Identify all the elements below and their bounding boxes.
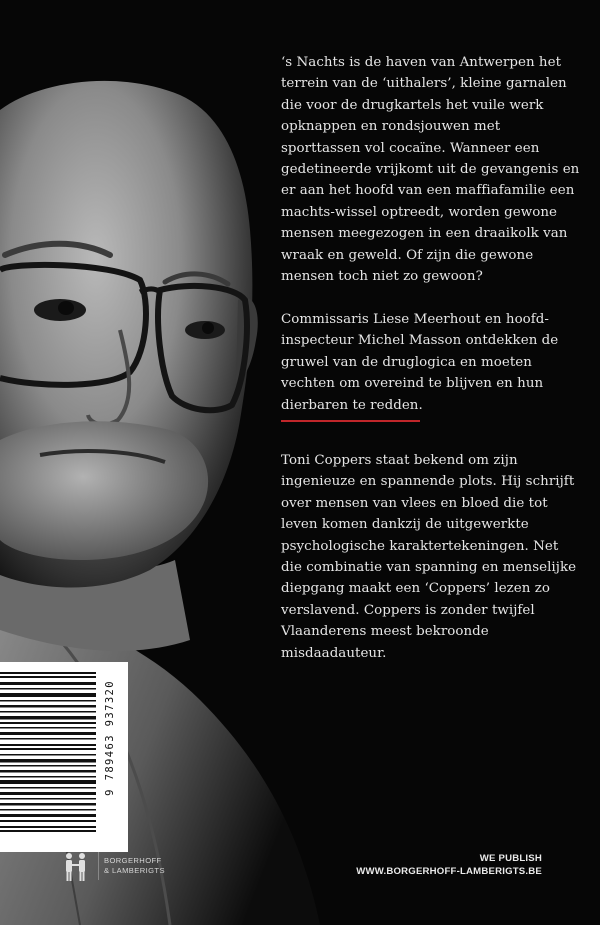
back-cover-blurb [281, 52, 581, 438]
publisher-name-line-2: & LAMBERIGTS [104, 866, 165, 875]
publisher-logo-text [104, 856, 165, 876]
blurb-paragraph-2: Commissaris Liese Meerhout en hoofd-inspecteur Michel Masson ontdekken de gruwel van de druglogica en moeten vechten om overeind te blijven en hun dierbaren te redden. [281, 312, 559, 413]
author-bio-block [281, 450, 581, 686]
isbn-digits: 9 789463 937320 [104, 680, 116, 796]
blurb-paragraph-1: ‘s Nachts is de haven van Antwerpen het terrein van de ‘uithalers’, kleine garnalen die voor de drugkartels het vuile werk opknappen en rondsjouwen met sporttassen vol cocaïne. Wanneer een gedetineerde vrijkomt uit de gevangenis en er aan het hoofd van een maffiafamilie een machts-wissel optreedt, worden gewone mensen meegezogen in een draaikolk van wraak en geweld. Of zijn die gewone mensen toch niet zo gewoon? [281, 55, 580, 285]
publisher-name-line-1: BORGERHOFF [104, 856, 162, 865]
publisher-website[interactable]: WWW.BORGERHOFF-LAMBERIGTS.BE [356, 866, 542, 877]
author-bio: Toni Coppers staat bekend om zijn ingenieuze en spannende plots. Hij schrijft over mensen van vlees en bloed die tot leven komen dankzij de uitgewerkte psychologische karaktertekeningen. Net die combinatie van spanning en menselijke diepgang maakt een ‘Coppers’ lezen zo verslavend. Coppers is zonder twijfel Vlaanderens meest bekroonde misdaadauteur. [281, 453, 577, 661]
publisher-footer [356, 852, 542, 878]
red-divider [281, 420, 420, 422]
logo-divider [98, 852, 99, 880]
publisher-tagline: WE PUBLISH [479, 853, 542, 864]
publisher-logo-icon [60, 852, 94, 882]
